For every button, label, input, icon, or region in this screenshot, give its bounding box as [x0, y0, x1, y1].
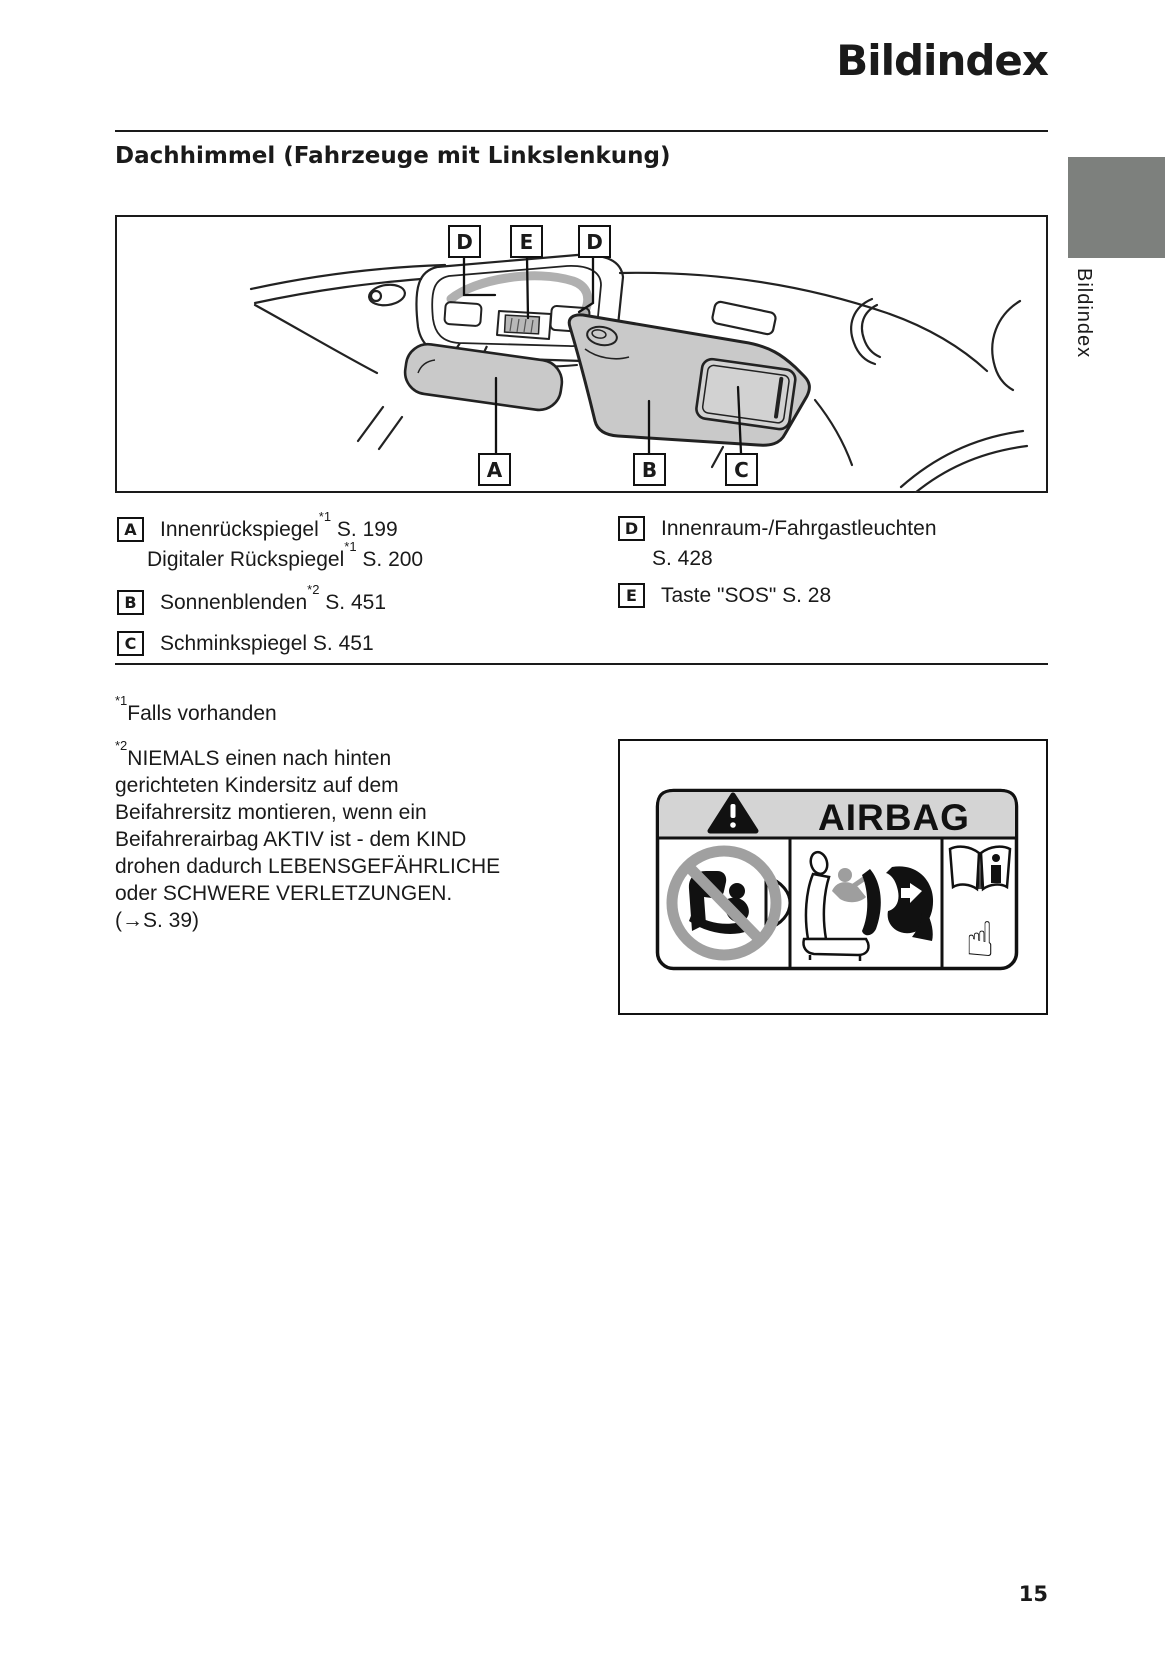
section-heading: Dachhimmel (Fahrzeuge mit Linkslenkung) [115, 143, 671, 169]
visor-pin-line [712, 447, 723, 467]
legend-text-c: Schminkspiegel S. 451 [160, 632, 374, 655]
callout-c: C [725, 453, 758, 486]
leader-e [527, 257, 528, 318]
legend-key-b: B [117, 590, 144, 615]
side-curve [992, 301, 1020, 390]
chapter-tab-label: Bildindex [1073, 268, 1095, 359]
chapter-tab [1068, 157, 1165, 258]
pointing-hand-icon: ☝ [965, 912, 995, 968]
legend-item-c [117, 631, 374, 656]
pillar-right [815, 400, 852, 465]
grab-handle-inner [862, 305, 880, 357]
legend-key-e: E [618, 583, 645, 608]
callout-d-left: D [448, 225, 481, 258]
legend-item-b [117, 582, 387, 615]
sensor-clip [368, 283, 406, 308]
callout-a: A [478, 453, 511, 486]
legend-text-e: Taste "SOS" S. 28 [661, 584, 832, 607]
legend-key-d: D [618, 516, 645, 541]
sos-button [505, 315, 540, 334]
roof-light-cutout [711, 301, 776, 335]
legend-text-b: Sonnenblenden$^{*2}$ S. 451 [160, 582, 387, 614]
vanity-mirror [695, 358, 796, 430]
legend-item-a [117, 509, 424, 572]
footnote-1: $^{*1}$Falls vorhanden [115, 693, 277, 725]
footnote-2: $^{*2}$NIEMALS einen nach hinten gerichteten Kindersitz auf dem Beifahrersitz montieren, wenn ein Beifahrerairbag AKTIV ist - dem KIND drohen dadurch LEBENSGEFÄHRLICHE oder SCHWERE VERLETZUNGEN. (→S. 39) [115, 738, 501, 932]
legend-key-c: C [117, 631, 144, 656]
lower-arc1 [901, 431, 1023, 487]
pillar-line [358, 407, 383, 441]
airbag-warning-label [620, 741, 1045, 1012]
title-divider [115, 130, 1048, 132]
callout-e: E [510, 225, 543, 258]
legend-key-a: A [117, 517, 144, 542]
legend-item-e [618, 583, 831, 608]
a-pillar-line [255, 305, 377, 373]
callout-b: B [633, 453, 666, 486]
pillar-line2 [379, 417, 402, 449]
warning-label-frame [618, 739, 1048, 1015]
legend-text-a: Innenrückspiegel$^{*1}$ S. 199 Digitaler Rückspiegel$^{*1}$ S. 200 [147, 509, 424, 571]
legend-divider [115, 663, 1048, 665]
lower-arc2 [915, 446, 1027, 493]
roof-edge-line [251, 265, 445, 289]
page-number: 15 [1018, 1582, 1048, 1606]
rearview-mirror [402, 341, 564, 412]
airbag-title: AIRBAG [818, 797, 970, 838]
callout-d-right: D [578, 225, 611, 258]
legend-text-d: Innenraum-/Fahrgastleuchten S. 428 [652, 517, 937, 570]
page-title: Bildindex [836, 36, 1048, 85]
legend-item-d [618, 516, 937, 571]
sensor-clip-dot [371, 291, 381, 301]
map-light-left [444, 302, 481, 326]
